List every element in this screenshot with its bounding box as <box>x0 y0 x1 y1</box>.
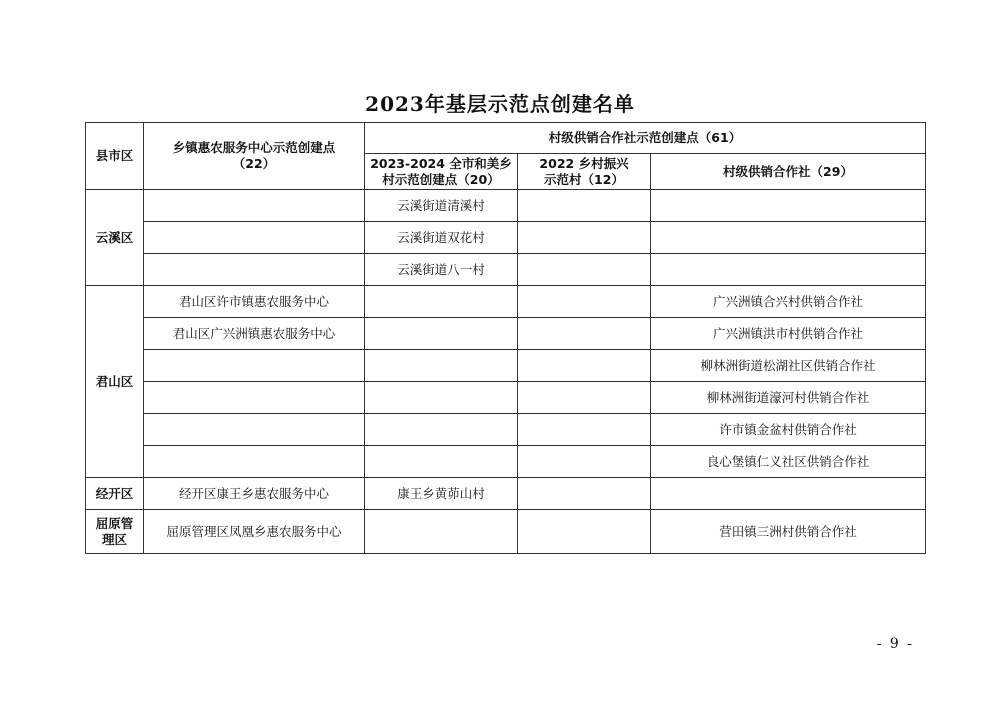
harmony-cell: 云溪街道清溪村 <box>365 190 518 222</box>
revival-cell <box>518 478 651 510</box>
harmony-cell <box>365 510 518 554</box>
header-town-center <box>144 123 365 190</box>
header-town-center-line2: （22） <box>232 156 276 171</box>
table-row <box>86 190 926 222</box>
table-row <box>86 414 926 446</box>
coop-cell <box>651 222 926 254</box>
revival-cell <box>518 414 651 446</box>
header-coop: 村级供销合作社（29） <box>651 154 926 190</box>
harmony-cell <box>365 446 518 478</box>
coop-cell: 许市镇金盆村供销合作社 <box>651 414 926 446</box>
table-row <box>86 318 926 350</box>
county-cell <box>86 510 144 554</box>
table-row <box>86 478 926 510</box>
table-row <box>86 286 926 318</box>
center-cell <box>144 414 365 446</box>
revival-cell <box>518 446 651 478</box>
center-cell: 经开区康王乡惠农服务中心 <box>144 478 365 510</box>
demonstration-list-table <box>85 122 926 554</box>
center-cell: 君山区广兴洲镇惠农服务中心 <box>144 318 365 350</box>
revival-cell <box>518 190 651 222</box>
county-line1: 屈原管 <box>95 515 134 531</box>
coop-cell <box>651 478 926 510</box>
revival-cell <box>518 318 651 350</box>
document-title: 2023年基层示范点创建名单 <box>365 92 635 116</box>
table-row <box>86 382 926 414</box>
header-harmony <box>365 154 518 190</box>
coop-cell: 营田镇三洲村供销合作社 <box>651 510 926 554</box>
coop-cell <box>651 254 926 286</box>
harmony-cell <box>365 286 518 318</box>
harmony-cell: 云溪街道双花村 <box>365 222 518 254</box>
header-revival-line2: 示范村（12） <box>544 171 624 187</box>
revival-cell <box>518 382 651 414</box>
table-row <box>86 510 926 554</box>
header-town-center-line1: 乡镇惠农服务中心示范创建点 <box>172 140 336 155</box>
table-row <box>86 254 926 286</box>
harmony-cell: 云溪街道八一村 <box>365 254 518 286</box>
page-number: - 9 - <box>876 636 914 652</box>
center-cell <box>144 254 365 286</box>
coop-cell: 广兴洲镇洪市村供销合作社 <box>651 318 926 350</box>
county-cell: 云溪区 <box>86 190 144 286</box>
harmony-cell <box>365 382 518 414</box>
center-cell: 君山区许市镇惠农服务中心 <box>144 286 365 318</box>
header-harmony-line1: 2023-2024 全市和美乡 <box>370 155 512 171</box>
revival-cell <box>518 254 651 286</box>
center-cell <box>144 446 365 478</box>
revival-cell <box>518 350 651 382</box>
header-row-1 <box>86 123 926 154</box>
header-revival <box>518 154 651 190</box>
harmony-cell <box>365 318 518 350</box>
coop-cell: 柳林洲街道松湖社区供销合作社 <box>651 350 926 382</box>
coop-cell: 良心堡镇仁义社区供销合作社 <box>651 446 926 478</box>
harmony-cell: 康王乡黄茆山村 <box>365 478 518 510</box>
county-cell: 经开区 <box>86 478 144 510</box>
harmony-cell <box>365 414 518 446</box>
table-row <box>86 222 926 254</box>
revival-cell <box>518 510 651 554</box>
county-cell: 君山区 <box>86 286 144 478</box>
center-cell <box>144 190 365 222</box>
center-cell: 屈原管理区凤凰乡惠农服务中心 <box>144 510 365 554</box>
header-revival-line1: 2022 乡村振兴 <box>539 155 629 171</box>
coop-cell <box>651 190 926 222</box>
header-county: 县市区 <box>86 123 144 190</box>
county-line2: 理区 <box>101 531 127 547</box>
center-cell <box>144 350 365 382</box>
center-cell <box>144 222 365 254</box>
harmony-cell <box>365 350 518 382</box>
header-harmony-line2: 村示范创建点（20） <box>382 171 500 187</box>
header-village-group: 村级供销合作社示范创建点（61） <box>365 123 926 154</box>
coop-cell: 柳林洲街道濠河村供销合作社 <box>651 382 926 414</box>
table-row <box>86 446 926 478</box>
coop-cell: 广兴洲镇合兴村供销合作社 <box>651 286 926 318</box>
revival-cell <box>518 222 651 254</box>
table-row <box>86 350 926 382</box>
center-cell <box>144 382 365 414</box>
revival-cell <box>518 286 651 318</box>
